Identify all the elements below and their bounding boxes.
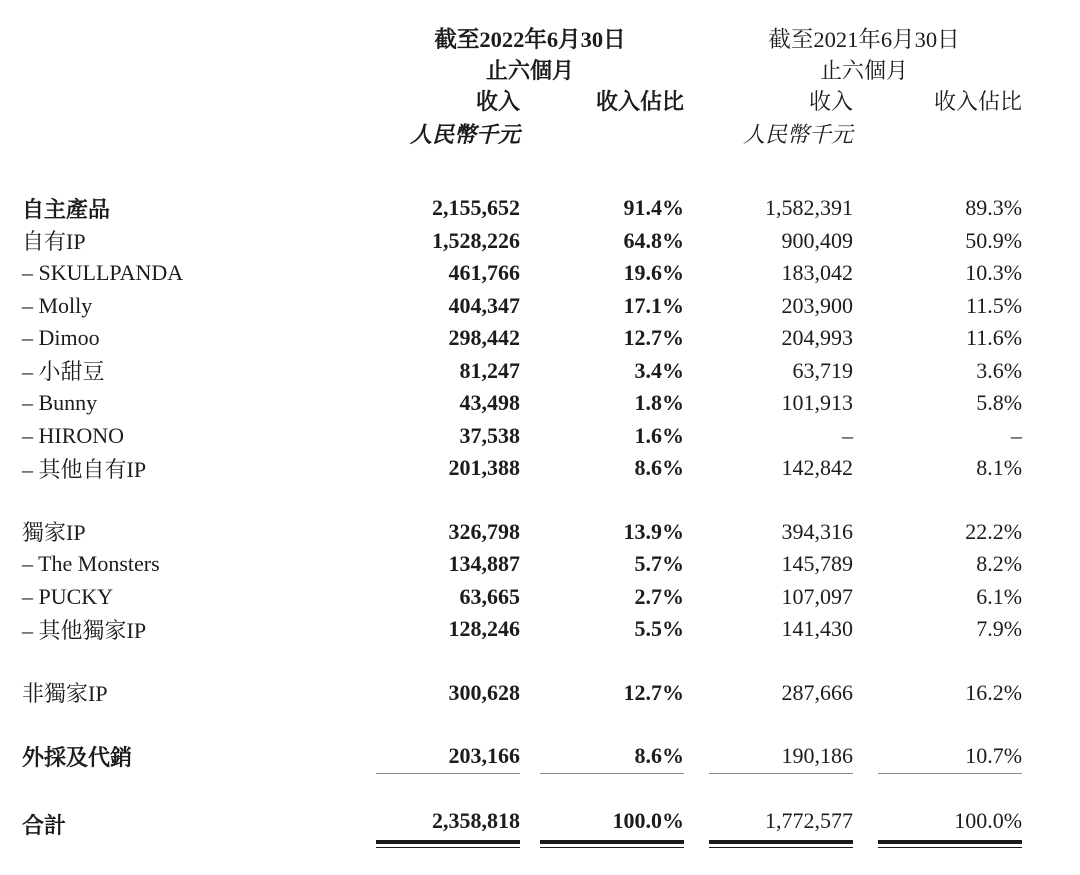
revenue-2022-cell: 128,246	[448, 616, 520, 641]
share-2021-cell: 6.1%	[976, 583, 1023, 609]
revenue-2022-cell: 2,358,818	[376, 805, 520, 845]
row-label: – 其他自有IP	[22, 456, 147, 482]
share-2021-cell: 11.5%	[966, 292, 1023, 318]
revenue-2021-cell: 394,316	[781, 518, 854, 544]
share-2022-cell: 91.4%	[623, 195, 685, 220]
row-label: – Bunny	[22, 390, 98, 416]
revenue-2022-cell: 37,538	[459, 422, 520, 448]
revenue-2021-cell: 183,042	[781, 260, 854, 285]
table-row	[22, 257, 1022, 290]
revenue-2021-header: 收入	[809, 88, 854, 114]
empty-cell	[520, 118, 684, 151]
revenue-2022-cell: 404,347	[448, 292, 520, 318]
empty-cell	[853, 118, 1022, 151]
share-2022-cell: 17.1%	[623, 292, 685, 318]
table-header	[22, 14, 1022, 192]
period-2021-line1: 截至2021年6月30日	[768, 27, 960, 52]
share-2022-cell: 8.6%	[520, 740, 684, 774]
share-2021-cell: 7.9%	[976, 616, 1023, 641]
share-2022-cell: 8.6%	[634, 455, 685, 480]
table-row	[22, 805, 1022, 845]
revenue-2021-cell: 1,772,577	[684, 805, 853, 845]
share-2021-cell: 22.2%	[965, 518, 1023, 544]
row-label: – HIRONO	[22, 422, 125, 448]
section-spacer-row	[22, 774, 1022, 805]
revenue-2022-cell: 81,247	[459, 357, 520, 383]
revenue-2022-cell: 63,665	[459, 583, 520, 609]
section-spacer-row	[22, 646, 1022, 677]
share-2021-header: 收入佔比	[934, 88, 1023, 114]
share-2021-cell: 89.3%	[965, 195, 1023, 220]
table-row	[22, 290, 1022, 323]
header-gap-row	[22, 151, 1022, 192]
row-label: – The Monsters	[22, 551, 160, 577]
table-row	[22, 581, 1022, 614]
header-spacer-cell	[22, 85, 376, 118]
table-row	[22, 452, 1022, 485]
revenue-2021-cell: 63,719	[792, 357, 854, 383]
row-label: – Dimoo	[22, 325, 100, 351]
revenue-2022-cell: 300,628	[448, 679, 520, 705]
share-2022-cell: 19.6%	[623, 260, 685, 285]
table-row	[22, 613, 1022, 646]
row-label: 自有IP	[22, 229, 86, 255]
table-row	[22, 548, 1022, 581]
share-2022-cell: 5.7%	[634, 551, 685, 576]
revenue-2021-cell: 107,097	[781, 583, 854, 609]
revenue-2022-cell: 43,498	[459, 390, 520, 415]
revenue-2021-cell: 1,582,391	[765, 195, 854, 220]
row-label: 自主產品	[22, 196, 111, 222]
period-2022-line1: 截至2022年6月30日	[434, 27, 626, 52]
row-label: – 其他獨家IP	[22, 617, 147, 643]
unit-2022-label: 人民幣千元	[409, 121, 520, 147]
share-2021-cell: 5.8%	[976, 390, 1023, 415]
row-label: – SKULLPANDA	[22, 260, 184, 286]
table-row	[22, 420, 1022, 453]
period-row-2	[22, 54, 1022, 85]
share-2021-cell: 16.2%	[965, 679, 1023, 705]
table-row	[22, 192, 1022, 225]
revenue-2022-cell: 298,442	[448, 325, 520, 350]
revenue-2021-cell: –	[842, 422, 854, 448]
revenue-2021-cell: 900,409	[781, 227, 854, 253]
unit-row	[22, 118, 1022, 151]
share-2022-cell: 1.6%	[634, 422, 685, 448]
revenue-2021-cell: 101,913	[781, 390, 854, 415]
period-2021-line2: 止六個月	[820, 58, 909, 83]
revenue-breakdown-table	[22, 14, 1022, 844]
revenue-2022-cell: 2,155,652	[432, 195, 520, 220]
table-body	[22, 192, 1022, 844]
revenue-2021-cell: 287,666	[781, 679, 854, 705]
share-2021-cell: 8.1%	[976, 455, 1023, 480]
unit-2021-label: 人民幣千元	[743, 121, 854, 147]
revenue-2022-cell: 201,388	[448, 455, 520, 480]
share-2021-cell: –	[1011, 422, 1023, 448]
row-label: 合計	[22, 812, 67, 838]
share-2022-cell: 100.0%	[520, 805, 684, 845]
share-2021-cell: 10.7%	[853, 740, 1022, 774]
column-header-row	[22, 85, 1022, 118]
share-2021-cell: 100.0%	[853, 805, 1022, 845]
section-spacer-row	[22, 485, 1022, 516]
header-spacer-cell	[22, 14, 376, 54]
revenue-2022-cell: 326,798	[448, 518, 520, 544]
share-2021-cell: 11.6%	[966, 325, 1023, 350]
share-2022-cell: 3.4%	[634, 357, 685, 383]
row-label: – 小甜豆	[22, 359, 105, 385]
row-label: – PUCKY	[22, 583, 114, 609]
share-2022-cell: 13.9%	[623, 518, 685, 544]
period-row	[22, 14, 1022, 54]
table-row	[22, 677, 1022, 710]
revenue-2022-header: 收入	[475, 88, 520, 114]
header-spacer-cell	[22, 54, 376, 85]
table-row	[22, 225, 1022, 258]
revenue-2021-cell: 190,186	[684, 740, 853, 774]
row-label: 外採及代銷	[22, 745, 133, 771]
row-label: 非獨家IP	[22, 681, 108, 707]
share-2021-cell: 3.6%	[976, 357, 1023, 383]
revenue-2022-cell: 134,887	[448, 551, 520, 576]
revenue-2021-cell: 141,430	[781, 616, 854, 641]
revenue-2022-cell: 461,766	[448, 260, 520, 285]
header-spacer-cell	[22, 118, 376, 151]
period-2022-line2: 止六個月	[486, 58, 575, 83]
table-row	[22, 322, 1022, 355]
table-row	[22, 387, 1022, 420]
share-2021-cell: 10.3%	[965, 260, 1023, 285]
revenue-2022-cell: 1,528,226	[432, 227, 520, 253]
share-2022-cell: 64.8%	[623, 227, 685, 253]
revenue-2021-cell: 142,842	[781, 455, 854, 480]
table-row	[22, 355, 1022, 388]
revenue-2021-cell: 204,993	[781, 325, 854, 350]
section-spacer-row	[22, 709, 1022, 740]
share-2022-header: 收入佔比	[596, 88, 685, 114]
table-row	[22, 740, 1022, 774]
revenue-2021-cell: 203,900	[781, 292, 854, 318]
share-2022-cell: 1.8%	[634, 390, 685, 415]
row-label: – Molly	[22, 292, 93, 318]
row-label: 獨家IP	[22, 520, 86, 546]
table-row	[22, 516, 1022, 549]
share-2022-cell: 12.7%	[623, 325, 685, 350]
share-2021-cell: 8.2%	[976, 551, 1023, 576]
share-2022-cell: 12.7%	[623, 679, 685, 705]
share-2021-cell: 50.9%	[965, 227, 1023, 253]
share-2022-cell: 2.7%	[634, 583, 685, 609]
revenue-2022-cell: 203,166	[376, 740, 520, 774]
revenue-2021-cell: 145,789	[781, 551, 854, 576]
share-2022-cell: 5.5%	[634, 616, 685, 641]
